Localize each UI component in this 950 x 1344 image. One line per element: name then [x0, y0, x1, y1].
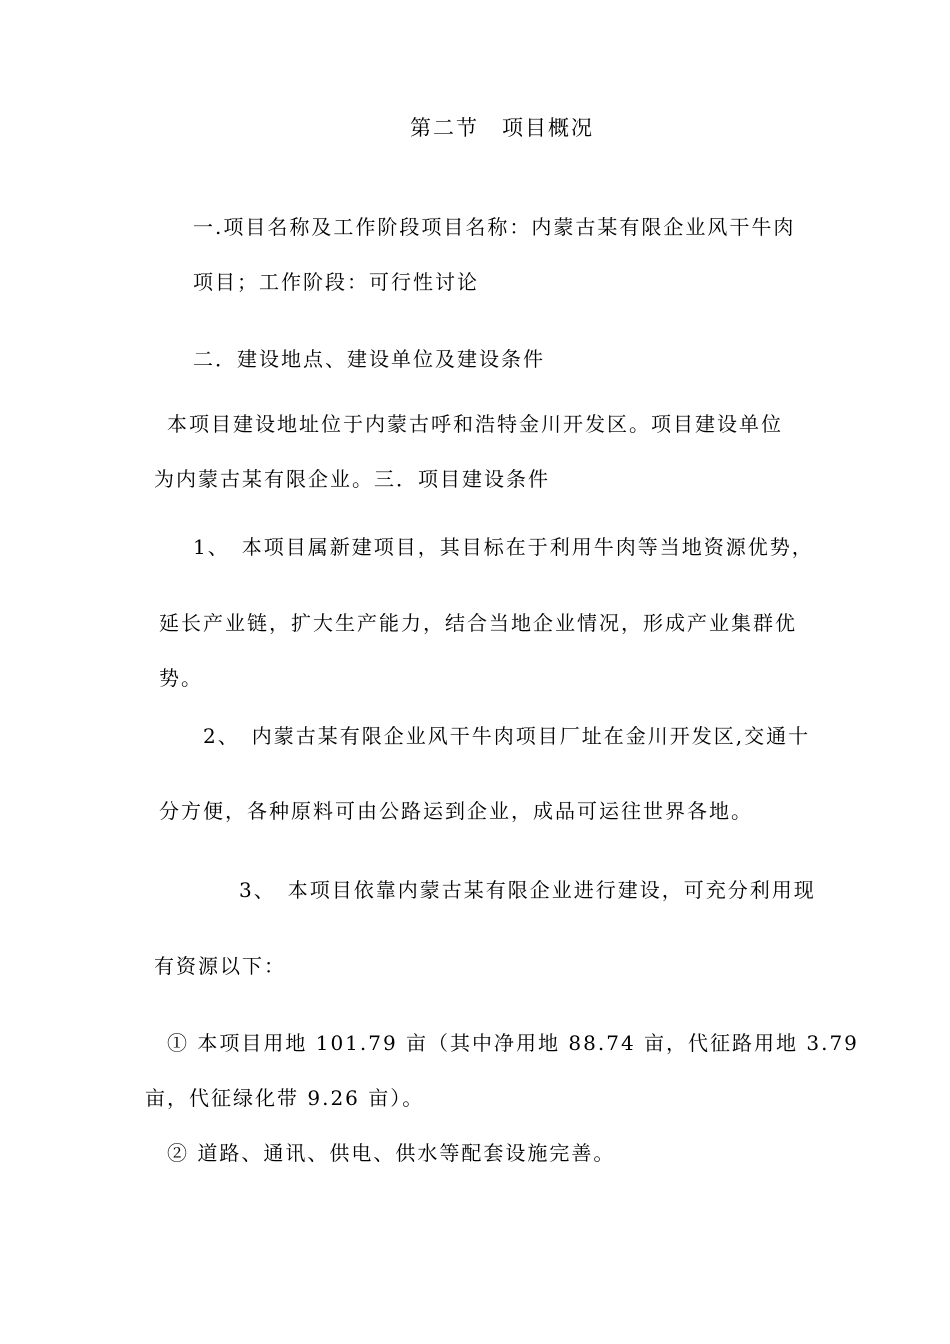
section-heading: 第二节 项目概况 — [410, 116, 594, 140]
paragraph-line-2: 项目；工作阶段：可行性讨论 — [193, 270, 479, 294]
paragraph-line-11: 3、 本项目依靠内蒙古某有限企业进行建设，可充分利用现 — [239, 878, 816, 902]
paragraph-line-12: 有资源以下： — [154, 954, 286, 978]
paragraph-line-3: 二．建设地点、建设单位及建设条件 — [193, 347, 545, 371]
paragraph-line-7: 延长产业链，扩大生产能力，结合当地企业情况，形成产业集群优 — [159, 611, 797, 635]
paragraph-line-9: 2、 内蒙古某有限企业风干牛肉项目厂址在金川开发区,交通十 — [203, 724, 811, 748]
paragraph-line-15: ② 道路、通讯、供电、供水等配套设施完善。 — [167, 1141, 616, 1165]
paragraph-line-10: 分方便，各种原料可由公路运到企业，成品可运往世界各地。 — [159, 799, 753, 823]
paragraph-line-5: 为内蒙古某有限企业。三．项目建设条件 — [154, 467, 550, 491]
paragraph-line-8: 势。 — [159, 666, 203, 690]
paragraph-line-13: ① 本项目用地 101.79 亩（其中净用地 88.74 亩，代征路用地 3.79 — [167, 1031, 859, 1055]
paragraph-line-6: 1、 本项目属新建项目，其目标在于利用牛肉等当地资源优势， — [193, 535, 814, 559]
paragraph-line-14: 亩，代征绿化带 9.26 亩）。 — [145, 1086, 425, 1110]
paragraph-line-1: 一.项目名称及工作阶段项目名称：内蒙古某有限企业风干牛肉 — [193, 215, 796, 239]
paragraph-line-4: 本项目建设地址位于内蒙古呼和浩特金川开发区。项目建设单位 — [167, 412, 783, 436]
